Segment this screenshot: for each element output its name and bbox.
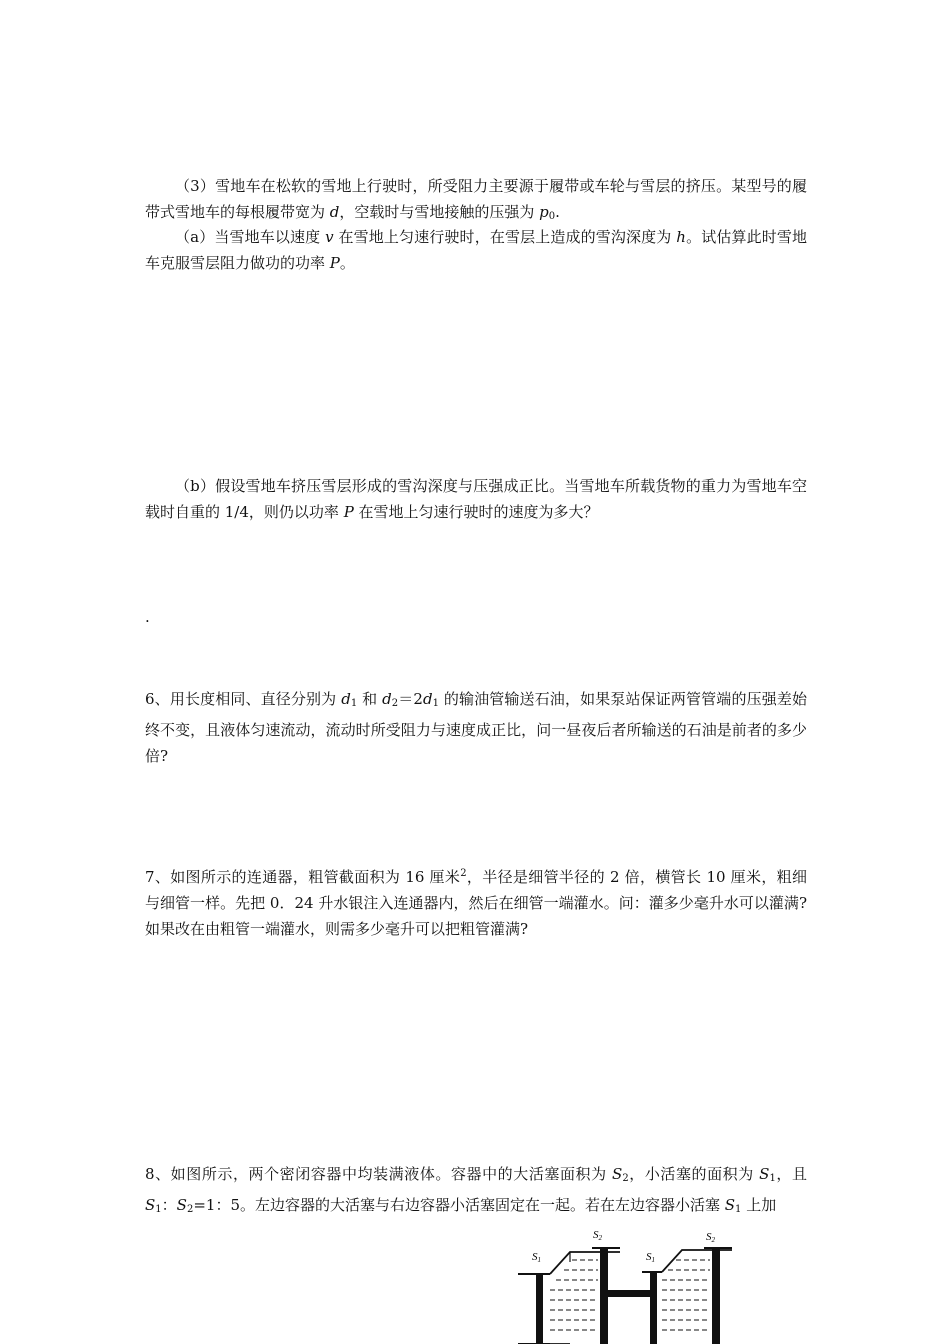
text: （a）当雪地车以速度 [175,228,326,246]
subscript: 2 [622,1173,629,1184]
text: 8、如图所示，两个密闭容器中均装满液体。容器中的大活塞面积为 [145,1165,613,1183]
text: 在雪地上匀速行驶时，在雪层上造成的雪沟深度为 [333,228,677,246]
subscript: 2 [391,698,399,709]
text: =1：5。左边容器的大活塞与右边容器小活塞固定在一起。若在左边容器小活塞 [193,1196,725,1214]
text: ＝2 [398,690,423,708]
subscript: 0 [548,211,556,222]
text: 和 [357,690,383,708]
subscript: 1 [350,698,358,709]
subscript: 1 [432,698,439,709]
question-3a [145,224,807,276]
question-3-intro [145,173,807,230]
text: . [555,203,560,221]
var-S: S [612,1165,623,1183]
question-8 [145,1161,807,1223]
text: 上加 [741,1196,777,1214]
text: ，且 [775,1165,807,1183]
var-h: h [676,228,686,246]
var-v: v [325,228,334,246]
text: ，半径是细管半径的 2 倍，横管长 10 厘米，粗细与细管一样。先把 0．24 升水银注入连通器内，然后在细管一端灌水。问：灌多少毫升水可以灌满?如果改在由粗管一端灌水，则需多少毫升可以把粗管灌满? [145,868,807,938]
question-3b [145,473,807,525]
var-P: P [343,503,354,521]
var-S: S [759,1165,770,1183]
text: ，空载时与雪地接触的压强为 [339,203,540,221]
var-d: d [382,690,392,708]
label-right-s1: S1 [646,1251,655,1264]
subscript: 2 [186,1204,194,1215]
var-S: S [176,1196,187,1214]
var-S: S [145,1196,156,1214]
var-d: d [341,690,351,708]
text: （3）雪地车在松软的雪地上行驶时，所受阻力主要源于履带或车轮与雪层的挤压。某型号的履带式雪地车的每根履带宽为 [145,177,807,221]
text: 的输油管输送石油，如果泵站保证两管管端的压强差始终不变，且液体匀速流动，流动时所受阻力与速度成正比，问一昼夜后者所输送的石油是前者的多少倍? [145,690,807,765]
superscript: 2 [460,868,467,879]
text: 在雪地上匀速行驶时的速度为多大？ [353,503,599,521]
question-7 [145,861,807,942]
text: 。 [339,254,355,272]
text: 6、用长度相同、直径分别为 [145,690,342,708]
text: 7、如图所示的连通器，粗管截面积为 16 厘米 [145,868,461,886]
subscript: 1 [155,1204,162,1215]
var-d: d [422,690,433,708]
text: ： [161,1196,177,1214]
label-left-s1: S1 [532,1251,541,1264]
text: 。试估算此时雪地车克服雪层阻力做功的功率 [145,228,807,272]
var-p: p [539,203,549,221]
text: ，小活塞的面积为 [628,1165,760,1183]
question-6 [145,686,807,769]
subscript: 1 [769,1173,776,1184]
var-d: d [329,203,340,221]
connecting-rod [608,1290,650,1297]
var-S: S [724,1196,736,1214]
var-P: P [329,254,340,272]
stray-dot: . [145,608,150,626]
subscript: 1 [735,1204,742,1215]
label-right-s2: S2 [706,1231,715,1244]
hydraulic-containers-figure [510,1222,750,1344]
text: （b）假设雪地车挤压雪层形成的雪沟深度与压强成正比。当雪地车所载货物的重力为雪地车空载时自重的 1/4，则仍以功率 [145,477,807,521]
label-left-s2: S2 [593,1229,602,1242]
right-container [642,1248,732,1344]
